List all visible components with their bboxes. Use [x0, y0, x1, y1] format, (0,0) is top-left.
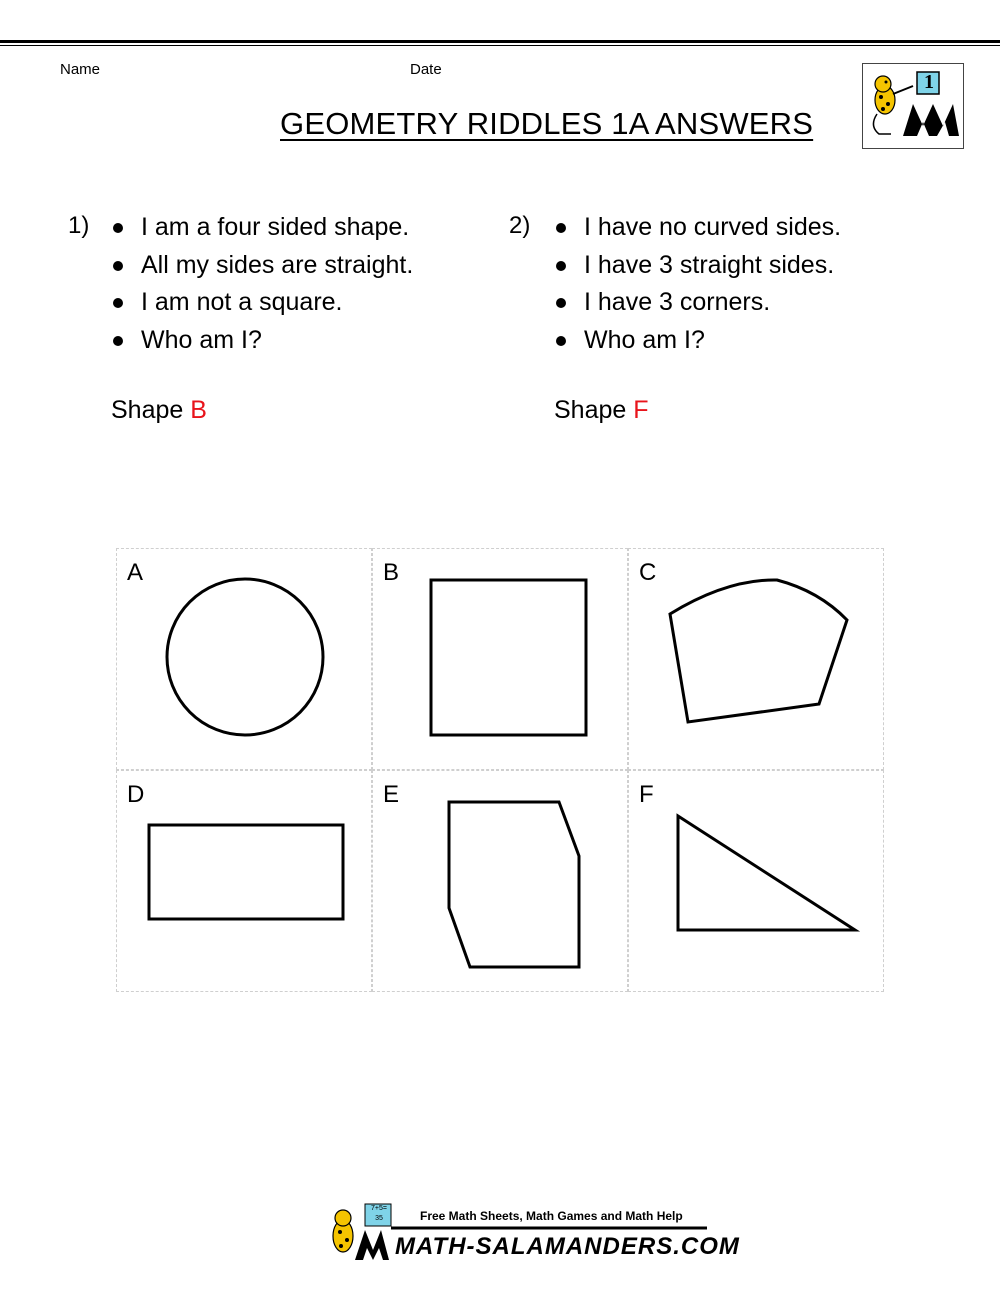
riddle-1-clue: I am not a square. [111, 287, 413, 325]
shape-label: D [127, 781, 145, 808]
hexagon-shape [373, 771, 627, 991]
grade-logo [862, 63, 964, 149]
top-rule [0, 40, 1000, 43]
riddle-2-answer [554, 396, 649, 425]
footer-tagline: Free Math Sheets, Math Games and Math Help [420, 1209, 683, 1223]
date-label: Date [410, 61, 442, 78]
riddle-2-clues [554, 212, 841, 362]
right-triangle-shape [629, 771, 883, 991]
footer-brand: MATH-SALAMANDERS.COM [395, 1233, 740, 1260]
shape-cell-c [628, 548, 884, 770]
salamander-logo-icon [863, 64, 963, 148]
footer-badge [367, 1204, 391, 1224]
shape-cell-b [372, 548, 628, 770]
shape-label: E [383, 781, 400, 808]
grade-number: 1 [924, 71, 934, 93]
riddle-2-clue: I have 3 straight sides. [554, 250, 841, 288]
riddle-2-clue: I have 3 corners. [554, 287, 841, 325]
name-label: Name [60, 61, 101, 78]
shape-label: F [639, 781, 654, 808]
riddle-1-clue: I am a four sided shape. [111, 212, 413, 250]
shape-cell-d [116, 770, 372, 992]
footer-badge-bottom: 35 [375, 1215, 383, 1222]
circle-shape [117, 549, 371, 769]
shape-cell-e [372, 770, 628, 992]
shapes-grid [116, 548, 884, 992]
shape-cell-f [628, 770, 884, 992]
shape-label: B [383, 559, 400, 586]
answer-letter: B [190, 396, 207, 424]
square-shape [373, 549, 627, 769]
riddle-1-clue: All my sides are straight. [111, 250, 413, 288]
page-title: GEOMETRY RIDDLES 1A ANSWERS [280, 106, 814, 141]
riddle-1-clue: Who am I? [111, 325, 413, 363]
riddle-2-clue: Who am I? [554, 325, 841, 363]
riddle-1-answer [111, 396, 207, 425]
shape-label: C [639, 559, 657, 586]
rectangle-shape [117, 771, 371, 991]
riddle-1-clues [111, 212, 413, 362]
answer-prefix: Shape [111, 396, 184, 424]
riddle-2-clue: I have no curved sides. [554, 212, 841, 250]
footer-badge-top: 7+5= [371, 1205, 387, 1212]
top-rule-thin [0, 45, 1000, 46]
shape-label: A [127, 559, 144, 586]
curved-pentagon-shape [629, 549, 883, 769]
answer-prefix: Shape [554, 396, 627, 424]
riddle-1-number: 1) [68, 212, 90, 239]
shape-cell-a [116, 548, 372, 770]
riddle-2-number: 2) [509, 212, 531, 239]
answer-letter: F [633, 396, 649, 424]
